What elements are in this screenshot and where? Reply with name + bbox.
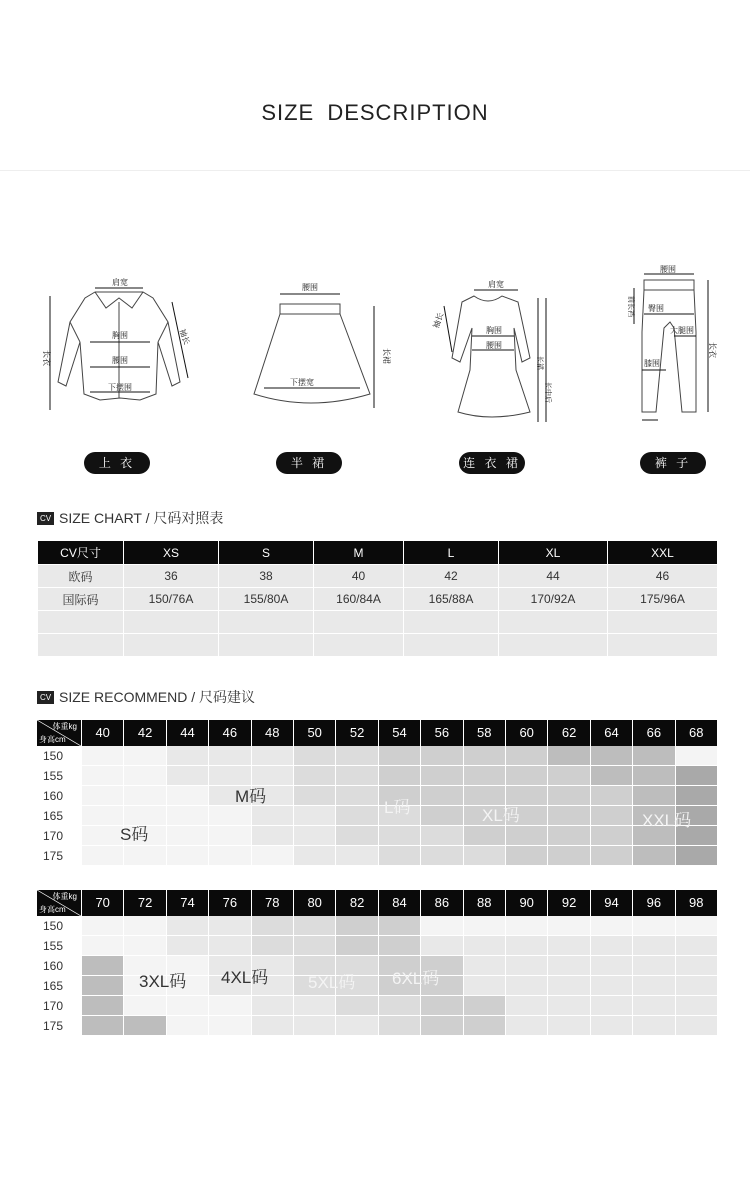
pants-hip-label: 臀围 bbox=[648, 304, 664, 313]
weight-header-cell: 50 bbox=[293, 720, 335, 746]
recommend-cell bbox=[633, 976, 674, 995]
table-row bbox=[38, 634, 718, 657]
size-chart-cell bbox=[608, 634, 718, 657]
recommend-size-label: 5XL码 bbox=[308, 973, 356, 992]
pants-diagram bbox=[612, 262, 722, 432]
recommend-cell bbox=[336, 786, 377, 805]
size-chart-cell bbox=[404, 611, 499, 634]
title-divider bbox=[0, 170, 750, 171]
size-chart-cell: 42 bbox=[404, 565, 499, 588]
size-chart-cell bbox=[608, 611, 718, 634]
size-chart-header-xs: XS bbox=[124, 541, 219, 565]
recommend-cell bbox=[506, 746, 547, 765]
recommend-cell bbox=[379, 766, 420, 785]
recommend-cell bbox=[548, 976, 589, 995]
pants-rise-label: 前长裆 bbox=[627, 296, 634, 317]
dress-length-label: 长裙 bbox=[536, 356, 543, 370]
recommend-cell bbox=[82, 806, 123, 825]
recommend-header-row bbox=[37, 720, 717, 746]
recommend-cell bbox=[124, 846, 165, 865]
weight-header-cell: 72 bbox=[123, 890, 165, 916]
recommend-cell bbox=[421, 1016, 462, 1035]
height-label: 155 bbox=[37, 936, 81, 956]
table-row bbox=[37, 996, 717, 1016]
recommend-cell bbox=[591, 806, 632, 825]
recommend-cell bbox=[379, 936, 420, 955]
weight-header-cell: 80 bbox=[293, 890, 335, 916]
recommend-cell bbox=[506, 766, 547, 785]
height-label: 160 bbox=[37, 786, 81, 806]
corner-weight-label: 体重kg bbox=[52, 722, 77, 731]
recommend-cell bbox=[252, 846, 293, 865]
shirt-chest-label: 胸围 bbox=[112, 331, 128, 340]
weight-header-cell: 48 bbox=[251, 720, 293, 746]
weight-header-cell: 78 bbox=[251, 890, 293, 916]
recommend-cell bbox=[209, 936, 250, 955]
shirt-waist-label: 腰围 bbox=[112, 356, 128, 365]
size-chart-table bbox=[37, 540, 718, 657]
recommend-cell bbox=[209, 746, 250, 765]
size-chart-header-label: CV尺寸 bbox=[38, 541, 124, 565]
weight-header-cell: 64 bbox=[590, 720, 632, 746]
size-chart-cell bbox=[219, 611, 314, 634]
weight-header-cell: 40 bbox=[81, 720, 123, 746]
size-chart-cell: 170/92A bbox=[499, 588, 608, 611]
recommend-cell bbox=[124, 746, 165, 765]
recommend-cell bbox=[676, 846, 717, 865]
shirt-diagram bbox=[40, 262, 200, 422]
pants-waist-label: 腰围 bbox=[660, 265, 676, 274]
recommend-cell bbox=[252, 996, 293, 1015]
recommend-cell bbox=[676, 956, 717, 975]
size-chart-cell: 155/80A bbox=[219, 588, 314, 611]
shirt-shoulder-label: 肩宽 bbox=[112, 278, 128, 287]
recommend-cell bbox=[548, 766, 589, 785]
size-chart-cell: 44 bbox=[499, 565, 608, 588]
size-chart-header-m: M bbox=[314, 541, 404, 565]
recommend-cell bbox=[676, 1016, 717, 1035]
recommend-cell bbox=[633, 996, 674, 1015]
recommend-cell bbox=[464, 826, 505, 845]
recommend-cell bbox=[294, 766, 335, 785]
recommend-cell bbox=[252, 806, 293, 825]
cv-logo-icon: CV bbox=[37, 691, 54, 704]
recommend-cell bbox=[167, 936, 208, 955]
recommend-cell bbox=[82, 956, 123, 975]
weight-header-cell: 66 bbox=[632, 720, 674, 746]
recommend-cell bbox=[379, 1016, 420, 1035]
size-chart-row-label bbox=[38, 611, 124, 634]
recommend-cell bbox=[464, 916, 505, 935]
table-row bbox=[37, 1016, 717, 1036]
recommend-cell bbox=[209, 1016, 250, 1035]
recommend-cell bbox=[379, 996, 420, 1015]
weight-header-cell: 68 bbox=[675, 720, 717, 746]
recommend-size-label: XXL码 bbox=[642, 811, 692, 830]
recommend-size-label: M码 bbox=[235, 787, 267, 806]
garment-tab-skirt[interactable]: 半 裙 bbox=[276, 452, 342, 474]
height-label: 150 bbox=[37, 746, 81, 766]
garment-tab-pants[interactable]: 裤 子 bbox=[640, 452, 706, 474]
recommend-cell bbox=[591, 786, 632, 805]
recommend-cell bbox=[124, 786, 165, 805]
recommend-cell bbox=[252, 826, 293, 845]
recommend-cell bbox=[506, 936, 547, 955]
size-chart-cell bbox=[404, 634, 499, 657]
page-title: SIZE DESCRIPTION bbox=[261, 100, 489, 125]
height-label: 165 bbox=[37, 806, 81, 826]
recommend-cell bbox=[421, 746, 462, 765]
size-chart-header-xl: XL bbox=[499, 541, 608, 565]
recommend-header-row bbox=[37, 890, 717, 916]
recommend-cell bbox=[421, 996, 462, 1015]
recommend-cell bbox=[294, 1016, 335, 1035]
recommend-cell bbox=[167, 916, 208, 935]
recommend-cell bbox=[633, 956, 674, 975]
recommend-cell bbox=[464, 936, 505, 955]
recommend-cell bbox=[336, 996, 377, 1015]
recommend-cell bbox=[633, 916, 674, 935]
recommend-cell bbox=[294, 746, 335, 765]
height-label: 175 bbox=[37, 846, 81, 866]
recommend-cell bbox=[379, 746, 420, 765]
recommend-cell bbox=[294, 846, 335, 865]
size-recommend-heading bbox=[37, 688, 255, 706]
recommend-cell bbox=[294, 806, 335, 825]
size-chart-cell: 46 bbox=[608, 565, 718, 588]
recommend-cell bbox=[294, 786, 335, 805]
height-label: 175 bbox=[37, 1016, 81, 1036]
recommend-cell bbox=[82, 996, 123, 1015]
recommend-cell bbox=[548, 806, 589, 825]
size-chart-cell: 160/84A bbox=[314, 588, 404, 611]
recommend-cell bbox=[548, 786, 589, 805]
dress-sleeve-label: 袖长 bbox=[431, 311, 446, 330]
recommend-cell bbox=[209, 806, 250, 825]
weight-header-cell: 84 bbox=[378, 890, 420, 916]
recommend-cell bbox=[421, 826, 462, 845]
size-chart-cell: 38 bbox=[219, 565, 314, 588]
recommend-cell bbox=[464, 976, 505, 995]
dress-back-length-label: 长中后 bbox=[544, 382, 551, 403]
recommend-cell bbox=[506, 826, 547, 845]
recommend-cell bbox=[633, 1016, 674, 1035]
recommend-cell bbox=[167, 826, 208, 845]
recommend-cell bbox=[294, 916, 335, 935]
weight-header-cell: 92 bbox=[547, 890, 589, 916]
pants-thigh-label: 大腿围 bbox=[670, 326, 694, 335]
recommend-cell bbox=[506, 976, 547, 995]
recommend-cell bbox=[209, 996, 250, 1015]
recommend-cell bbox=[82, 826, 123, 845]
weight-header-cell: 88 bbox=[463, 890, 505, 916]
recommend-cell bbox=[676, 996, 717, 1015]
size-recommend-table-2 bbox=[37, 890, 717, 1036]
weight-height-corner bbox=[37, 720, 81, 746]
size-chart-header-s: S bbox=[219, 541, 314, 565]
recommend-cell bbox=[379, 846, 420, 865]
recommend-cell bbox=[336, 936, 377, 955]
weight-header-cell: 76 bbox=[208, 890, 250, 916]
weight-header-cell: 74 bbox=[166, 890, 208, 916]
recommend-cell bbox=[336, 766, 377, 785]
recommend-cell bbox=[548, 936, 589, 955]
height-label: 160 bbox=[37, 956, 81, 976]
recommend-cell bbox=[82, 766, 123, 785]
recommend-cell bbox=[209, 826, 250, 845]
recommend-cell bbox=[591, 766, 632, 785]
size-chart-header-xxl: XXL bbox=[608, 541, 718, 565]
size-chart-cell: 165/88A bbox=[404, 588, 499, 611]
recommend-cell bbox=[336, 1016, 377, 1035]
recommend-cell bbox=[252, 1016, 293, 1035]
height-label: 170 bbox=[37, 996, 81, 1016]
recommend-cell bbox=[167, 1016, 208, 1035]
recommend-cell bbox=[633, 846, 674, 865]
recommend-cell bbox=[82, 746, 123, 765]
recommend-cell bbox=[294, 826, 335, 845]
skirt-diagram bbox=[242, 262, 392, 422]
recommend-size-label: 6XL码 bbox=[392, 969, 440, 988]
recommend-cell bbox=[591, 1016, 632, 1035]
size-chart-cell: 150/76A bbox=[124, 588, 219, 611]
size-chart-row-label: 欧码 bbox=[38, 565, 124, 588]
size-chart-header-l: L bbox=[404, 541, 499, 565]
recommend-cell bbox=[336, 846, 377, 865]
recommend-cell bbox=[464, 766, 505, 785]
weight-header-cell: 60 bbox=[505, 720, 547, 746]
weight-header-cell: 58 bbox=[463, 720, 505, 746]
size-chart-cell bbox=[124, 634, 219, 657]
recommend-cell bbox=[591, 846, 632, 865]
recommend-cell bbox=[633, 746, 674, 765]
recommend-cell bbox=[464, 846, 505, 865]
recommend-cell bbox=[506, 1016, 547, 1035]
recommend-cell bbox=[167, 766, 208, 785]
recommend-cell bbox=[464, 1016, 505, 1035]
recommend-cell bbox=[464, 746, 505, 765]
skirt-hem-label: 下摆宽 bbox=[290, 378, 314, 387]
recommend-cell bbox=[548, 846, 589, 865]
recommend-cell bbox=[591, 996, 632, 1015]
recommend-cell bbox=[124, 1016, 165, 1035]
weight-header-cell: 44 bbox=[166, 720, 208, 746]
recommend-cell bbox=[464, 956, 505, 975]
recommend-cell bbox=[676, 916, 717, 935]
height-label: 170 bbox=[37, 826, 81, 846]
recommend-cell bbox=[506, 996, 547, 1015]
recommend-cell bbox=[82, 846, 123, 865]
recommend-cell bbox=[676, 786, 717, 805]
size-chart-cell: 175/96A bbox=[608, 588, 718, 611]
recommend-cell bbox=[336, 916, 377, 935]
weight-header-cell: 94 bbox=[590, 890, 632, 916]
weight-header-cell: 42 bbox=[123, 720, 165, 746]
garment-tab-top[interactable]: 上 衣 bbox=[84, 452, 150, 474]
table-row bbox=[37, 916, 717, 936]
recommend-cell bbox=[336, 746, 377, 765]
recommend-cell bbox=[548, 996, 589, 1015]
size-recommend-title: SIZE RECOMMEND / 尺码建议 bbox=[59, 689, 256, 705]
recommend-cell bbox=[124, 936, 165, 955]
table-row bbox=[38, 588, 718, 611]
recommend-cell bbox=[294, 996, 335, 1015]
dress-chest-label: 胸围 bbox=[486, 326, 502, 335]
recommend-size-label: 4XL码 bbox=[221, 968, 269, 987]
recommend-cell bbox=[591, 746, 632, 765]
recommend-cell bbox=[676, 766, 717, 785]
dress-shoulder-label: 肩宽 bbox=[488, 280, 504, 289]
size-chart-cell: 36 bbox=[124, 565, 219, 588]
size-chart-row-label bbox=[38, 634, 124, 657]
height-label: 165 bbox=[37, 976, 81, 996]
recommend-cell bbox=[464, 996, 505, 1015]
recommend-cell bbox=[82, 976, 123, 995]
weight-header-cell: 56 bbox=[420, 720, 462, 746]
recommend-cell bbox=[421, 916, 462, 935]
recommend-cell bbox=[124, 996, 165, 1015]
weight-header-cell: 54 bbox=[378, 720, 420, 746]
pants-knee-label: 膝围 bbox=[644, 359, 660, 368]
corner-height-label: 身高cm bbox=[39, 905, 66, 914]
recommend-cell bbox=[548, 916, 589, 935]
weight-header-cell: 70 bbox=[81, 890, 123, 916]
table-row bbox=[37, 746, 717, 766]
recommend-cell bbox=[167, 746, 208, 765]
size-chart-row-label: 国际码 bbox=[38, 588, 124, 611]
recommend-cell bbox=[294, 936, 335, 955]
garment-tab-dress[interactable]: 连 衣 裙 bbox=[459, 452, 525, 474]
skirt-length-label: 长裙 bbox=[382, 348, 391, 364]
cv-logo-icon: CV bbox=[37, 512, 54, 525]
recommend-cell bbox=[336, 806, 377, 825]
recommend-size-label: S码 bbox=[120, 825, 149, 844]
shirt-hem-label: 下摆围 bbox=[108, 383, 132, 392]
table-row bbox=[38, 611, 718, 634]
size-chart-cell bbox=[124, 611, 219, 634]
recommend-cell bbox=[591, 956, 632, 975]
recommend-cell bbox=[252, 916, 293, 935]
table-row bbox=[37, 936, 717, 956]
size-chart-cell bbox=[499, 611, 608, 634]
dress-diagram bbox=[430, 262, 570, 432]
recommend-cell bbox=[379, 826, 420, 845]
recommend-cell bbox=[124, 916, 165, 935]
table-row bbox=[37, 846, 717, 866]
table-row bbox=[37, 786, 717, 806]
recommend-cell bbox=[506, 916, 547, 935]
weight-header-cell: 82 bbox=[335, 890, 377, 916]
size-chart-heading bbox=[37, 509, 223, 527]
recommend-cell bbox=[676, 936, 717, 955]
recommend-cell bbox=[421, 786, 462, 805]
recommend-cell bbox=[82, 916, 123, 935]
corner-weight-label: 体重kg bbox=[52, 892, 77, 901]
recommend-size-label: 3XL码 bbox=[139, 972, 187, 991]
recommend-cell bbox=[633, 786, 674, 805]
recommend-cell bbox=[124, 766, 165, 785]
size-recommend-table-1 bbox=[37, 720, 717, 866]
recommend-cell bbox=[82, 1016, 123, 1035]
weight-header-cell: 46 bbox=[208, 720, 250, 746]
size-chart-cell bbox=[314, 634, 404, 657]
recommend-size-label: L码 bbox=[384, 798, 411, 817]
weight-header-cell: 96 bbox=[632, 890, 674, 916]
weight-header-cell: 98 bbox=[675, 890, 717, 916]
recommend-cell bbox=[336, 826, 377, 845]
recommend-cell bbox=[209, 846, 250, 865]
height-label: 155 bbox=[37, 766, 81, 786]
recommend-cell bbox=[591, 826, 632, 845]
pants-length-label: 长衣 bbox=[708, 342, 717, 358]
recommend-cell bbox=[591, 936, 632, 955]
recommend-cell bbox=[252, 936, 293, 955]
table-row bbox=[38, 565, 718, 588]
recommend-cell bbox=[421, 846, 462, 865]
shirt-length-label: 长衣 bbox=[42, 350, 51, 366]
weight-header-cell: 90 bbox=[505, 890, 547, 916]
weight-header-cell: 86 bbox=[420, 890, 462, 916]
recommend-cell bbox=[506, 956, 547, 975]
weight-header-cell: 52 bbox=[335, 720, 377, 746]
size-chart-cell bbox=[314, 611, 404, 634]
recommend-cell bbox=[676, 746, 717, 765]
recommend-cell bbox=[379, 916, 420, 935]
recommend-cell bbox=[421, 766, 462, 785]
recommend-cell bbox=[167, 846, 208, 865]
size-chart-cell bbox=[219, 634, 314, 657]
recommend-size-label: XL码 bbox=[482, 806, 520, 825]
recommend-cell bbox=[167, 786, 208, 805]
recommend-cell bbox=[548, 826, 589, 845]
size-chart-title: SIZE CHART / 尺码对照表 bbox=[59, 510, 224, 526]
recommend-cell bbox=[506, 846, 547, 865]
recommend-cell bbox=[548, 956, 589, 975]
recommend-cell bbox=[676, 976, 717, 995]
recommend-cell bbox=[252, 746, 293, 765]
recommend-cell bbox=[633, 766, 674, 785]
recommend-cell bbox=[82, 786, 123, 805]
recommend-cell bbox=[167, 996, 208, 1015]
weight-header-cell: 62 bbox=[547, 720, 589, 746]
recommend-cell bbox=[82, 936, 123, 955]
recommend-cell bbox=[591, 976, 632, 995]
skirt-waist-label: 腰围 bbox=[302, 283, 318, 292]
recommend-cell bbox=[548, 746, 589, 765]
recommend-cell bbox=[421, 936, 462, 955]
height-label: 150 bbox=[37, 916, 81, 936]
recommend-cell bbox=[167, 806, 208, 825]
recommend-cell bbox=[591, 916, 632, 935]
dress-waist-label: 腰围 bbox=[486, 341, 502, 350]
table-row bbox=[37, 766, 717, 786]
recommend-cell bbox=[633, 936, 674, 955]
size-chart-cell: 40 bbox=[314, 565, 404, 588]
corner-height-label: 身高cm bbox=[39, 735, 66, 744]
recommend-cell bbox=[209, 916, 250, 935]
shirt-sleeve-label: 袖长 bbox=[177, 327, 192, 346]
recommend-cell bbox=[421, 806, 462, 825]
size-chart-cell bbox=[499, 634, 608, 657]
weight-height-corner bbox=[37, 890, 81, 916]
recommend-cell bbox=[548, 1016, 589, 1035]
